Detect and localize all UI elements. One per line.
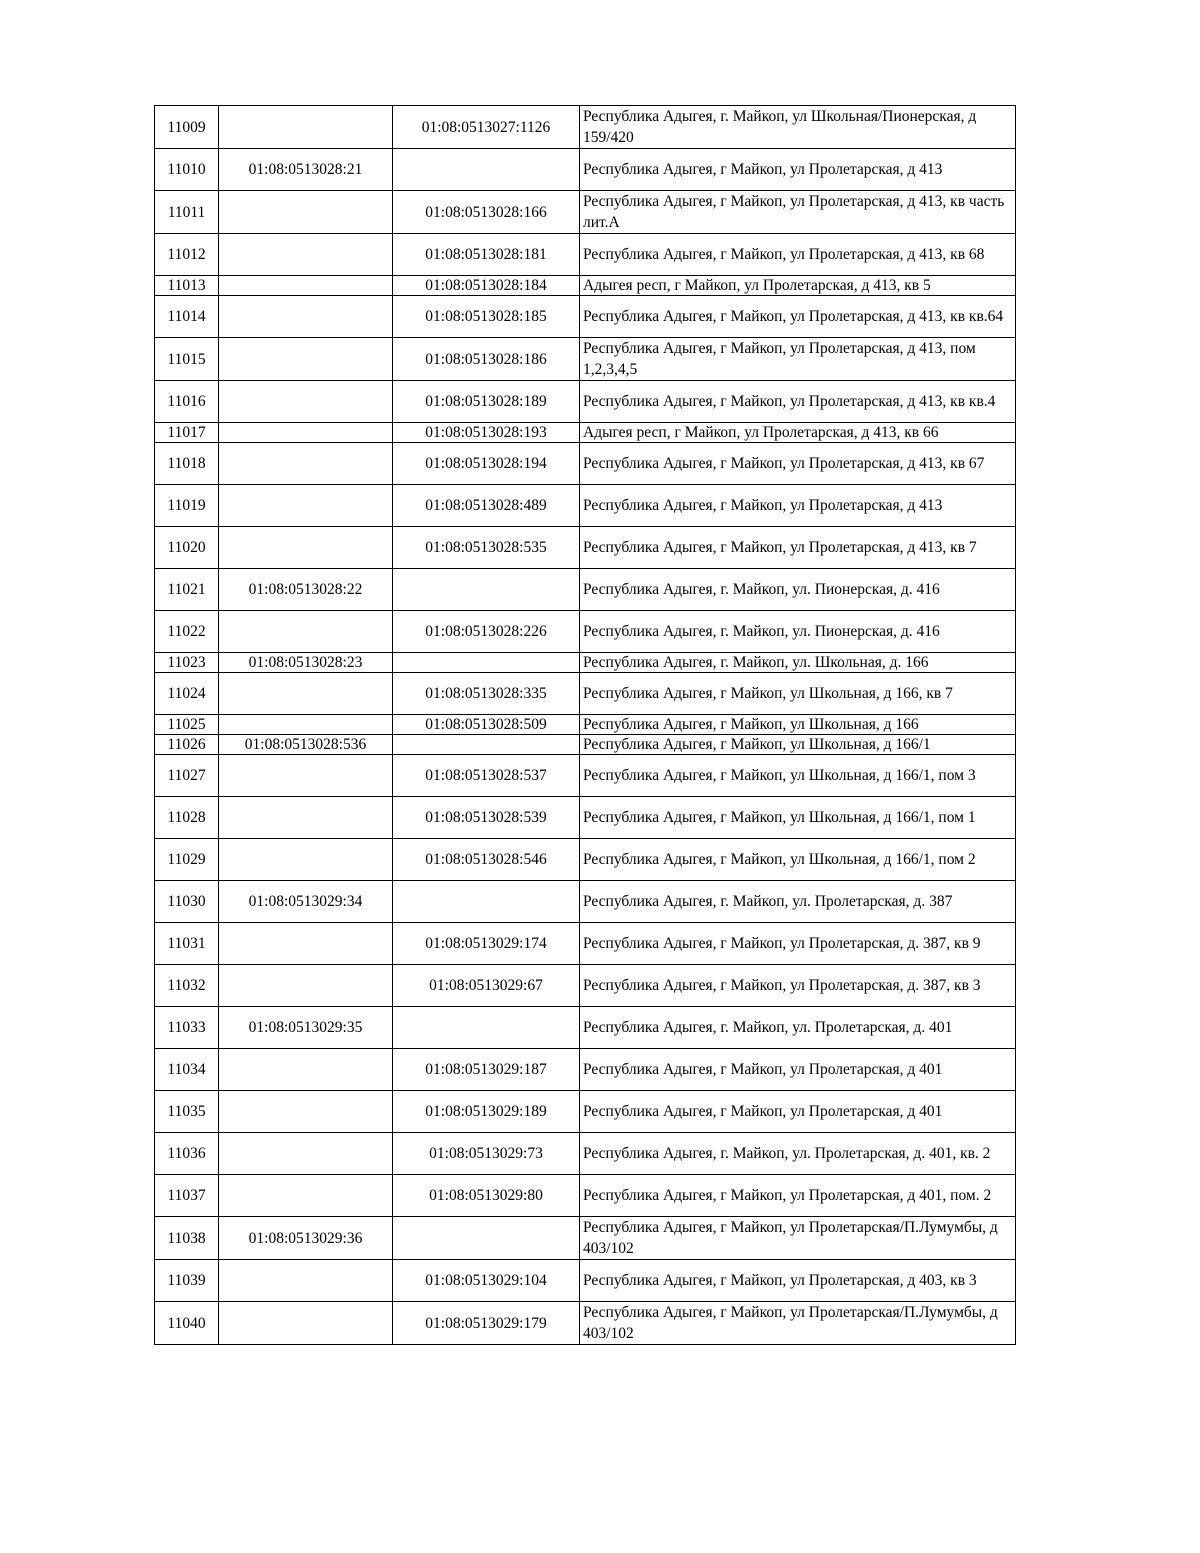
address-cell: Республика Адыгея, г. Майкоп, ул. Пролетарская, д. 401, кв. 2 <box>580 1133 1016 1175</box>
plot-cadastral-number-cell <box>219 1133 393 1175</box>
address-cell: Республика Адыгея, г Майкоп, ул Пролетарская, д 413, кв кв.64 <box>580 296 1016 338</box>
address-cell: Республика Адыгея, г. Майкоп, ул Школьная/Пионерская, д 159/420 <box>580 106 1016 149</box>
row-number-cell: 11030 <box>155 881 219 923</box>
object-cadastral-number-cell: 01:08:0513028:226 <box>393 611 580 653</box>
row-number-cell: 11031 <box>155 923 219 965</box>
address-cell: Республика Адыгея, г. Майкоп, ул. Пионерская, д. 416 <box>580 611 1016 653</box>
address-cell: Республика Адыгея, г Майкоп, ул Школьная, д 166, кв 7 <box>580 673 1016 715</box>
address-cell: Республика Адыгея, г Майкоп, ул Пролетарская, д 413, кв часть лит.А <box>580 191 1016 234</box>
object-cadastral-number-cell: 01:08:0513028:181 <box>393 234 580 276</box>
row-number-cell: 11026 <box>155 735 219 755</box>
plot-cadastral-number-cell <box>219 715 393 735</box>
table-row <box>155 797 1016 839</box>
object-cadastral-number-cell: 01:08:0513029:104 <box>393 1260 580 1302</box>
address-cell: Республика Адыгея, г Майкоп, ул Пролетарская, д. 387, кв 9 <box>580 923 1016 965</box>
table-row <box>155 673 1016 715</box>
address-cell: Республика Адыгея, г Майкоп, ул Пролетарская, д. 387, кв 3 <box>580 965 1016 1007</box>
address-cell: Республика Адыгея, г Майкоп, ул Школьная, д 166 <box>580 715 1016 735</box>
address-cell: Республика Адыгея, г Майкоп, ул Пролетарская, д 413, кв кв.4 <box>580 381 1016 423</box>
address-cell: Республика Адыгея, г Майкоп, ул Пролетарская, д 413, кв 67 <box>580 443 1016 485</box>
address-cell: Республика Адыгея, г. Майкоп, ул. Школьная, д. 166 <box>580 653 1016 673</box>
plot-cadastral-number-cell <box>219 443 393 485</box>
row-number-cell: 11009 <box>155 106 219 149</box>
object-cadastral-number-cell <box>393 1217 580 1260</box>
plot-cadastral-number-cell: 01:08:0513028:21 <box>219 149 393 191</box>
plot-cadastral-number-cell <box>219 923 393 965</box>
row-number-cell: 11016 <box>155 381 219 423</box>
table-row <box>155 611 1016 653</box>
row-number-cell: 11027 <box>155 755 219 797</box>
cadastral-registry-table <box>154 105 1016 1345</box>
row-number-cell: 11038 <box>155 1217 219 1260</box>
table-row <box>155 485 1016 527</box>
object-cadastral-number-cell: 01:08:0513028:546 <box>393 839 580 881</box>
row-number-cell: 11010 <box>155 149 219 191</box>
object-cadastral-number-cell: 01:08:0513028:189 <box>393 381 580 423</box>
object-cadastral-number-cell: 01:08:0513028:535 <box>393 527 580 569</box>
row-number-cell: 11032 <box>155 965 219 1007</box>
plot-cadastral-number-cell <box>219 191 393 234</box>
object-cadastral-number-cell: 01:08:0513028:193 <box>393 423 580 443</box>
plot-cadastral-number-cell <box>219 673 393 715</box>
table-row <box>155 338 1016 381</box>
plot-cadastral-number-cell: 01:08:0513028:23 <box>219 653 393 673</box>
address-cell: Республика Адыгея, г Майкоп, ул Пролетарская/П.Лумумбы, д 403/102 <box>580 1217 1016 1260</box>
plot-cadastral-number-cell: 01:08:0513028:536 <box>219 735 393 755</box>
object-cadastral-number-cell: 01:08:0513029:73 <box>393 1133 580 1175</box>
table-row <box>155 527 1016 569</box>
row-number-cell: 11015 <box>155 338 219 381</box>
object-cadastral-number-cell <box>393 149 580 191</box>
address-cell: Республика Адыгея, г Майкоп, ул Пролетарская, д 413, пом 1,2,3,4,5 <box>580 338 1016 381</box>
plot-cadastral-number-cell <box>219 797 393 839</box>
row-number-cell: 11025 <box>155 715 219 735</box>
object-cadastral-number-cell: 01:08:0513029:80 <box>393 1175 580 1217</box>
row-number-cell: 11037 <box>155 1175 219 1217</box>
address-cell: Адыгея респ, г Майкоп, ул Пролетарская, д 413, кв 5 <box>580 276 1016 296</box>
address-cell: Республика Адыгея, г Майкоп, ул Пролетарская, д 403, кв 3 <box>580 1260 1016 1302</box>
address-cell: Республика Адыгея, г Майкоп, ул Школьная, д 166/1, пом 3 <box>580 755 1016 797</box>
object-cadastral-number-cell: 01:08:0513028:489 <box>393 485 580 527</box>
address-cell: Республика Адыгея, г Майкоп, ул Пролетарская, д 401 <box>580 1091 1016 1133</box>
row-number-cell: 11034 <box>155 1049 219 1091</box>
address-cell: Республика Адыгея, г Майкоп, ул Пролетарская, д 413, кв 68 <box>580 234 1016 276</box>
row-number-cell: 11013 <box>155 276 219 296</box>
address-cell: Адыгея респ, г Майкоп, ул Пролетарская, д 413, кв 66 <box>580 423 1016 443</box>
row-number-cell: 11011 <box>155 191 219 234</box>
plot-cadastral-number-cell <box>219 1260 393 1302</box>
table-row <box>155 1175 1016 1217</box>
plot-cadastral-number-cell <box>219 839 393 881</box>
table-row <box>155 735 1016 755</box>
registry-table-body <box>155 106 1016 1345</box>
object-cadastral-number-cell: 01:08:0513028:166 <box>393 191 580 234</box>
plot-cadastral-number-cell <box>219 611 393 653</box>
address-cell: Республика Адыгея, г. Майкоп, ул. Пионерская, д. 416 <box>580 569 1016 611</box>
table-row <box>155 1049 1016 1091</box>
row-number-cell: 11028 <box>155 797 219 839</box>
object-cadastral-number-cell <box>393 1007 580 1049</box>
address-cell: Республика Адыгея, г Майкоп, ул Пролетарская, д 413, кв 7 <box>580 527 1016 569</box>
table-row <box>155 839 1016 881</box>
address-cell: Республика Адыгея, г Майкоп, ул Школьная, д 166/1, пом 2 <box>580 839 1016 881</box>
row-number-cell: 11039 <box>155 1260 219 1302</box>
table-row <box>155 755 1016 797</box>
table-row <box>155 296 1016 338</box>
table-row <box>155 149 1016 191</box>
object-cadastral-number-cell: 01:08:0513028:185 <box>393 296 580 338</box>
object-cadastral-number-cell: 01:08:0513028:537 <box>393 755 580 797</box>
table-row <box>155 191 1016 234</box>
object-cadastral-number-cell <box>393 881 580 923</box>
plot-cadastral-number-cell <box>219 234 393 276</box>
object-cadastral-number-cell <box>393 735 580 755</box>
object-cadastral-number-cell: 01:08:0513028:509 <box>393 715 580 735</box>
row-number-cell: 11021 <box>155 569 219 611</box>
object-cadastral-number-cell: 01:08:0513028:539 <box>393 797 580 839</box>
table-row <box>155 423 1016 443</box>
plot-cadastral-number-cell <box>219 296 393 338</box>
row-number-cell: 11029 <box>155 839 219 881</box>
object-cadastral-number-cell <box>393 653 580 673</box>
plot-cadastral-number-cell <box>219 485 393 527</box>
table-row <box>155 1260 1016 1302</box>
row-number-cell: 11014 <box>155 296 219 338</box>
row-number-cell: 11023 <box>155 653 219 673</box>
row-number-cell: 11036 <box>155 1133 219 1175</box>
plot-cadastral-number-cell <box>219 1091 393 1133</box>
table-row <box>155 965 1016 1007</box>
row-number-cell: 11018 <box>155 443 219 485</box>
row-number-cell: 11035 <box>155 1091 219 1133</box>
object-cadastral-number-cell: 01:08:0513028:186 <box>393 338 580 381</box>
plot-cadastral-number-cell: 01:08:0513029:34 <box>219 881 393 923</box>
address-cell: Республика Адыгея, г Майкоп, ул Школьная, д 166/1 <box>580 735 1016 755</box>
object-cadastral-number-cell: 01:08:0513029:67 <box>393 965 580 1007</box>
table-row <box>155 923 1016 965</box>
object-cadastral-number-cell: 01:08:0513029:174 <box>393 923 580 965</box>
table-row <box>155 1007 1016 1049</box>
plot-cadastral-number-cell: 01:08:0513029:35 <box>219 1007 393 1049</box>
plot-cadastral-number-cell <box>219 755 393 797</box>
table-row <box>155 106 1016 149</box>
table-row <box>155 443 1016 485</box>
plot-cadastral-number-cell <box>219 527 393 569</box>
address-cell: Республика Адыгея, г Майкоп, ул Пролетарская, д 401, пом. 2 <box>580 1175 1016 1217</box>
address-cell: Республика Адыгея, г Майкоп, ул Школьная, д 166/1, пом 1 <box>580 797 1016 839</box>
plot-cadastral-number-cell <box>219 338 393 381</box>
plot-cadastral-number-cell <box>219 381 393 423</box>
object-cadastral-number-cell: 01:08:0513029:179 <box>393 1302 580 1345</box>
table-row <box>155 569 1016 611</box>
plot-cadastral-number-cell <box>219 276 393 296</box>
table-row <box>155 653 1016 673</box>
address-cell: Республика Адыгея, г Майкоп, ул Пролетарская, д 413 <box>580 485 1016 527</box>
table-row <box>155 1133 1016 1175</box>
row-number-cell: 11022 <box>155 611 219 653</box>
row-number-cell: 11033 <box>155 1007 219 1049</box>
plot-cadastral-number-cell <box>219 1302 393 1345</box>
plot-cadastral-number-cell <box>219 1175 393 1217</box>
address-cell: Республика Адыгея, г Майкоп, ул Пролетарская/П.Лумумбы, д 403/102 <box>580 1302 1016 1345</box>
table-row <box>155 1091 1016 1133</box>
object-cadastral-number-cell: 01:08:0513029:187 <box>393 1049 580 1091</box>
table-row <box>155 381 1016 423</box>
row-number-cell: 11024 <box>155 673 219 715</box>
row-number-cell: 11040 <box>155 1302 219 1345</box>
plot-cadastral-number-cell <box>219 965 393 1007</box>
plot-cadastral-number-cell: 01:08:0513029:36 <box>219 1217 393 1260</box>
table-row <box>155 881 1016 923</box>
address-cell: Республика Адыгея, г Майкоп, ул Пролетарская, д 401 <box>580 1049 1016 1091</box>
table-row <box>155 234 1016 276</box>
table-row <box>155 1217 1016 1260</box>
object-cadastral-number-cell: 01:08:0513029:189 <box>393 1091 580 1133</box>
row-number-cell: 11012 <box>155 234 219 276</box>
row-number-cell: 11017 <box>155 423 219 443</box>
object-cadastral-number-cell: 01:08:0513028:184 <box>393 276 580 296</box>
plot-cadastral-number-cell <box>219 106 393 149</box>
plot-cadastral-number-cell: 01:08:0513028:22 <box>219 569 393 611</box>
address-cell: Республика Адыгея, г. Майкоп, ул. Пролетарская, д. 387 <box>580 881 1016 923</box>
object-cadastral-number-cell: 01:08:0513028:335 <box>393 673 580 715</box>
table-row <box>155 276 1016 296</box>
plot-cadastral-number-cell <box>219 1049 393 1091</box>
object-cadastral-number-cell: 01:08:0513028:194 <box>393 443 580 485</box>
address-cell: Республика Адыгея, г Майкоп, ул Пролетарская, д 413 <box>580 149 1016 191</box>
object-cadastral-number-cell: 01:08:0513027:1126 <box>393 106 580 149</box>
table-row <box>155 715 1016 735</box>
object-cadastral-number-cell <box>393 569 580 611</box>
row-number-cell: 11020 <box>155 527 219 569</box>
address-cell: Республика Адыгея, г. Майкоп, ул. Пролетарская, д. 401 <box>580 1007 1016 1049</box>
row-number-cell: 11019 <box>155 485 219 527</box>
table-row <box>155 1302 1016 1345</box>
plot-cadastral-number-cell <box>219 423 393 443</box>
